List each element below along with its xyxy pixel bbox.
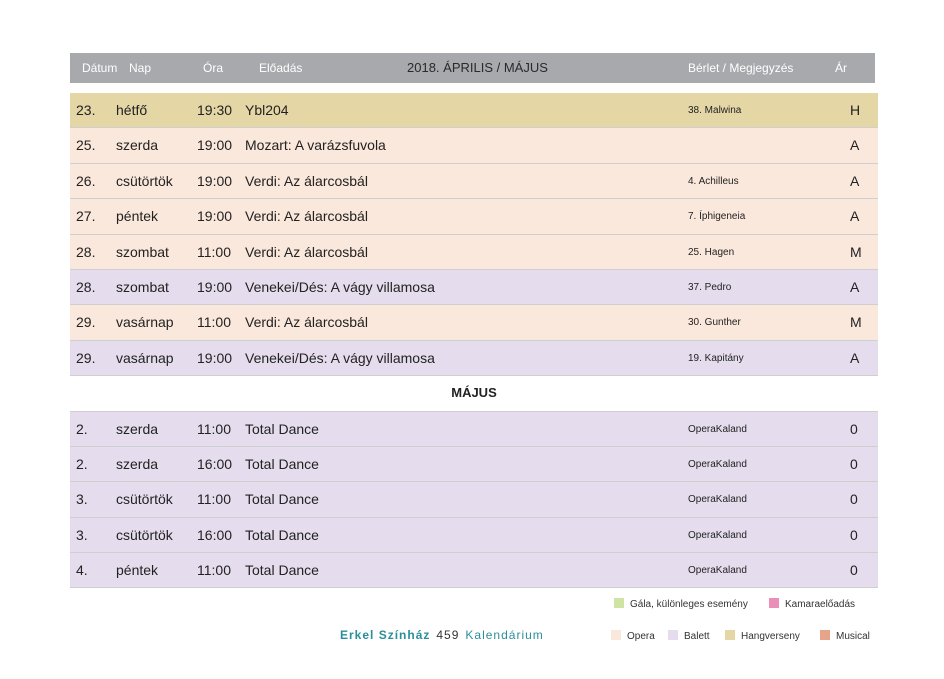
legend-label-gala: Gála, különleges esemény (630, 599, 748, 610)
row-price: A (850, 278, 860, 295)
row-time: 16:00 (197, 526, 233, 543)
table-row (70, 412, 878, 447)
page-footer (340, 628, 544, 642)
april-rows (70, 93, 878, 376)
row-day: vasárnap (116, 349, 174, 366)
row-show: Venekei/Dés: A vágy villamosa (245, 349, 435, 366)
row-show: Total Dance (245, 491, 319, 508)
table-row (70, 482, 878, 517)
header-note: Bérlet / Megjegyzés (688, 61, 794, 75)
may-rows (70, 412, 878, 589)
row-time: 11:00 (197, 243, 231, 260)
row-show: Ybl204 (245, 102, 289, 118)
row-day: hétfő (116, 102, 148, 118)
row-price: A (850, 137, 860, 154)
table-row (70, 341, 878, 376)
row-date: 28. (76, 278, 96, 295)
row-price: 0 (850, 455, 858, 472)
row-price: M (850, 243, 862, 260)
table-header (70, 53, 875, 83)
row-note: 7. Íphigeneia (688, 211, 746, 223)
header-price: Ár (835, 61, 847, 75)
row-time: 16:00 (197, 455, 233, 472)
legend-label-kamara: Kamaraelőadás (785, 599, 856, 610)
legend-swatch-kamara (769, 598, 779, 608)
row-show: Venekei/Dés: A vágy villamosa (245, 278, 435, 295)
legend-label-opera: Opera (627, 631, 655, 642)
row-note: 25. Hagen (688, 246, 735, 258)
legend-balett (668, 630, 710, 642)
legend-label-musical: Musical (836, 631, 870, 642)
legend-musical (820, 630, 870, 642)
row-time: 19:00 (197, 349, 233, 366)
row-day: vasárnap (116, 314, 174, 331)
row-day: csütörtök (116, 491, 173, 508)
table-row (70, 93, 878, 128)
row-date: 29. (76, 349, 96, 366)
row-time: 19:00 (197, 278, 233, 295)
row-show: Verdi: Az álarcosbál (245, 243, 368, 260)
table-row (70, 305, 878, 340)
legend-swatch-musical (820, 630, 830, 640)
row-time: 19:00 (197, 137, 233, 154)
row-show: Verdi: Az álarcosbál (245, 172, 368, 189)
row-show: Verdi: Az álarcosbál (245, 314, 368, 331)
footer-calendar: Kalendárium (465, 628, 544, 642)
row-date: 4. (76, 562, 88, 579)
row-note: OperaKaland (688, 494, 747, 506)
legend-label-balett: Balett (684, 631, 710, 642)
header-show: Előadás (259, 61, 303, 75)
row-note: 38. Malwina (688, 105, 742, 116)
row-note: OperaKaland (688, 565, 747, 577)
row-date: 2. (76, 455, 88, 472)
row-show: Total Dance (245, 455, 319, 472)
row-price: A (850, 349, 860, 366)
row-note: OperaKaland (688, 529, 747, 541)
row-date: 26. (76, 172, 96, 189)
row-time: 11:00 (197, 420, 231, 437)
row-time: 11:00 (197, 314, 231, 331)
row-note: OperaKaland (688, 458, 747, 470)
row-date: 3. (76, 491, 88, 508)
footer-brand: Erkel Színház (340, 628, 431, 642)
row-show: Total Dance (245, 420, 319, 437)
table-row (70, 164, 878, 199)
legend-swatch-gala (614, 598, 624, 608)
table-row (70, 199, 878, 234)
row-time: 11:00 (197, 562, 231, 579)
row-date: 28. (76, 243, 96, 260)
legend-swatch-hangverseny (725, 630, 735, 640)
legend-gala (614, 598, 748, 610)
row-day: péntek (116, 208, 159, 225)
header-time: Óra (203, 61, 224, 75)
row-date: 3. (76, 526, 88, 543)
header-date: Dátum (82, 61, 118, 75)
row-day: szerda (116, 455, 159, 472)
row-price: 0 (850, 526, 858, 543)
table-row (70, 235, 878, 270)
row-note: 19. Kapitány (688, 352, 744, 364)
legend-swatch-opera (611, 630, 621, 640)
legend-label-hangverseny: Hangverseny (741, 631, 800, 642)
row-price: 0 (850, 491, 858, 508)
row-price: 0 (850, 420, 858, 437)
table-row (70, 128, 878, 163)
row-time: 11:00 (197, 491, 231, 508)
table-row (70, 553, 878, 588)
row-day: szombat (116, 243, 169, 260)
table-row (70, 518, 878, 553)
row-show: Verdi: Az álarcosbál (245, 208, 368, 225)
row-note: 4. Achilleus (688, 175, 739, 187)
row-show: Total Dance (245, 526, 319, 543)
row-note: OperaKaland (688, 423, 747, 435)
row-date: 23. (76, 102, 96, 118)
row-day: szerda (116, 137, 159, 154)
row-date: 2. (76, 420, 88, 437)
row-time: 19:00 (197, 172, 233, 189)
row-show: Total Dance (245, 562, 319, 579)
page-number: 459 (436, 628, 460, 642)
section-heading-may (70, 376, 878, 411)
row-date: 25. (76, 137, 96, 154)
legend-kamara (769, 598, 855, 610)
legend-swatch-balett (668, 630, 678, 640)
table-row (70, 447, 878, 482)
row-day: csütörtök (116, 526, 173, 543)
row-day: szombat (116, 278, 169, 295)
row-note: 30. Gunther (688, 317, 741, 329)
row-day: szerda (116, 420, 159, 437)
legend-opera (611, 630, 655, 642)
legend-hangverseny (725, 630, 800, 642)
row-price: H (850, 102, 861, 118)
row-day: péntek (116, 562, 159, 579)
row-price: 0 (850, 562, 858, 579)
table-row (70, 270, 878, 305)
row-time: 19:00 (197, 208, 233, 225)
row-note: 37. Pedro (688, 281, 732, 293)
row-time: 19:30 (197, 102, 233, 118)
row-price: A (850, 208, 860, 225)
page-title: 2018. ÁPRILIS / MÁJUS (407, 60, 548, 75)
header-day: Nap (129, 61, 152, 75)
row-price: M (850, 314, 862, 331)
schedule-table (70, 93, 878, 588)
row-day: csütörtök (116, 172, 173, 189)
row-date: 27. (76, 208, 96, 225)
section-title: MÁJUS (451, 385, 497, 401)
row-price: A (850, 172, 860, 189)
row-show: Mozart: A varázsfuvola (245, 137, 386, 154)
row-date: 29. (76, 314, 96, 331)
